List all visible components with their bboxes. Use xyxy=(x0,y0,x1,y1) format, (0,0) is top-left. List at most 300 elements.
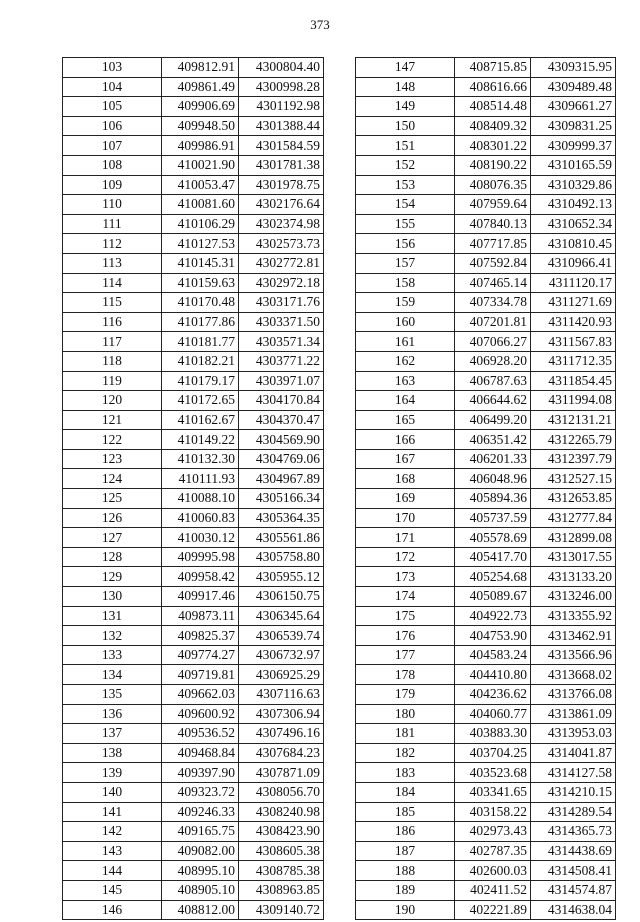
y-coordinate: 4305166.34 xyxy=(239,489,324,509)
y-coordinate: 4304967.89 xyxy=(239,469,324,489)
point-number: 137 xyxy=(63,724,162,744)
table-row xyxy=(356,861,616,881)
point-number: 179 xyxy=(356,685,455,705)
y-coordinate: 4302972.18 xyxy=(239,273,324,293)
table-row xyxy=(63,606,324,626)
x-coordinate: 409917.46 xyxy=(162,587,239,607)
y-coordinate: 4313462.91 xyxy=(531,626,616,646)
x-coordinate: 409165.75 xyxy=(162,822,239,842)
x-coordinate: 402221.89 xyxy=(455,900,531,920)
y-coordinate: 4305955.12 xyxy=(239,567,324,587)
table-row xyxy=(63,155,324,175)
y-coordinate: 4305364.35 xyxy=(239,508,324,528)
y-coordinate: 4313246.00 xyxy=(531,587,616,607)
y-coordinate: 4313017.55 xyxy=(531,547,616,567)
y-coordinate: 4310492.13 xyxy=(531,195,616,215)
x-coordinate: 410181.77 xyxy=(162,332,239,352)
y-coordinate: 4304370.47 xyxy=(239,410,324,430)
point-number: 115 xyxy=(63,293,162,313)
point-number: 139 xyxy=(63,763,162,783)
y-coordinate: 4311854.45 xyxy=(531,371,616,391)
table-row xyxy=(356,489,616,509)
y-coordinate: 4310165.59 xyxy=(531,155,616,175)
point-number: 136 xyxy=(63,704,162,724)
y-coordinate: 4310810.45 xyxy=(531,234,616,254)
y-coordinate: 4303171.76 xyxy=(239,293,324,313)
table-row xyxy=(356,841,616,861)
y-coordinate: 4313953.03 xyxy=(531,724,616,744)
y-coordinate: 4308240.98 xyxy=(239,802,324,822)
y-coordinate: 4309315.95 xyxy=(531,58,616,78)
table-row xyxy=(356,685,616,705)
y-coordinate: 4303371.50 xyxy=(239,312,324,332)
x-coordinate: 410127.53 xyxy=(162,234,239,254)
y-coordinate: 4314438.69 xyxy=(531,841,616,861)
point-number: 145 xyxy=(63,880,162,900)
x-coordinate: 409246.33 xyxy=(162,802,239,822)
table-row xyxy=(63,822,324,842)
y-coordinate: 4300804.40 xyxy=(239,58,324,78)
x-coordinate: 408812.00 xyxy=(162,900,239,920)
point-number: 182 xyxy=(356,743,455,763)
y-coordinate: 4313355.92 xyxy=(531,606,616,626)
point-number: 133 xyxy=(63,645,162,665)
x-coordinate: 405417.70 xyxy=(455,547,531,567)
x-coordinate: 409958.42 xyxy=(162,567,239,587)
point-number: 111 xyxy=(63,214,162,234)
x-coordinate: 410088.10 xyxy=(162,489,239,509)
x-coordinate: 410177.86 xyxy=(162,312,239,332)
y-coordinate: 4306345.64 xyxy=(239,606,324,626)
point-number: 147 xyxy=(356,58,455,78)
table-row xyxy=(63,371,324,391)
point-number: 164 xyxy=(356,391,455,411)
table-row xyxy=(356,116,616,136)
point-number: 119 xyxy=(63,371,162,391)
x-coordinate: 408076.35 xyxy=(455,175,531,195)
point-number: 120 xyxy=(63,391,162,411)
x-coordinate: 410030.12 xyxy=(162,528,239,548)
table-row xyxy=(356,665,616,685)
point-number: 180 xyxy=(356,704,455,724)
point-number: 149 xyxy=(356,97,455,117)
point-number: 167 xyxy=(356,449,455,469)
x-coordinate: 409082.00 xyxy=(162,841,239,861)
point-number: 156 xyxy=(356,234,455,254)
x-coordinate: 408715.85 xyxy=(455,58,531,78)
point-number: 175 xyxy=(356,606,455,626)
x-coordinate: 410132.30 xyxy=(162,449,239,469)
x-coordinate: 405089.67 xyxy=(455,587,531,607)
x-coordinate: 407201.81 xyxy=(455,312,531,332)
y-coordinate: 4312899.08 xyxy=(531,528,616,548)
point-number: 181 xyxy=(356,724,455,744)
point-number: 178 xyxy=(356,665,455,685)
table-row xyxy=(63,645,324,665)
table-row xyxy=(356,802,616,822)
table-row xyxy=(63,782,324,802)
x-coordinate: 410053.47 xyxy=(162,175,239,195)
point-number: 108 xyxy=(63,155,162,175)
point-number: 190 xyxy=(356,900,455,920)
x-coordinate: 409600.92 xyxy=(162,704,239,724)
table-row xyxy=(63,880,324,900)
point-number: 184 xyxy=(356,782,455,802)
table-row xyxy=(356,547,616,567)
y-coordinate: 4311567.83 xyxy=(531,332,616,352)
table-row xyxy=(356,449,616,469)
point-number: 163 xyxy=(356,371,455,391)
point-number: 112 xyxy=(63,234,162,254)
x-coordinate: 407717.85 xyxy=(455,234,531,254)
point-number: 162 xyxy=(356,351,455,371)
point-number: 157 xyxy=(356,253,455,273)
point-number: 106 xyxy=(63,116,162,136)
y-coordinate: 4306539.74 xyxy=(239,626,324,646)
point-number: 121 xyxy=(63,410,162,430)
point-number: 107 xyxy=(63,136,162,156)
coordinate-table-left xyxy=(62,57,324,920)
table-row xyxy=(63,547,324,567)
point-number: 138 xyxy=(63,743,162,763)
x-coordinate: 403341.65 xyxy=(455,782,531,802)
point-number: 187 xyxy=(356,841,455,861)
y-coordinate: 4313766.08 xyxy=(531,685,616,705)
x-coordinate: 409812.91 xyxy=(162,58,239,78)
table-row xyxy=(356,97,616,117)
point-number: 159 xyxy=(356,293,455,313)
y-coordinate: 4309140.72 xyxy=(239,900,324,920)
point-number: 126 xyxy=(63,508,162,528)
y-coordinate: 4307684.23 xyxy=(239,743,324,763)
x-coordinate: 410111.93 xyxy=(162,469,239,489)
y-coordinate: 4309831.25 xyxy=(531,116,616,136)
point-number: 155 xyxy=(356,214,455,234)
table-row xyxy=(356,567,616,587)
table-row xyxy=(63,528,324,548)
x-coordinate: 409986.91 xyxy=(162,136,239,156)
table-row xyxy=(63,430,324,450)
x-coordinate: 406048.96 xyxy=(455,469,531,489)
point-number: 153 xyxy=(356,175,455,195)
table-row xyxy=(63,802,324,822)
point-number: 132 xyxy=(63,626,162,646)
table-row xyxy=(63,253,324,273)
y-coordinate: 4308423.90 xyxy=(239,822,324,842)
coordinate-table-right xyxy=(355,57,616,920)
point-number: 109 xyxy=(63,175,162,195)
point-number: 172 xyxy=(356,547,455,567)
y-coordinate: 4308056.70 xyxy=(239,782,324,802)
y-coordinate: 4311271.69 xyxy=(531,293,616,313)
point-number: 122 xyxy=(63,430,162,450)
table-row xyxy=(63,332,324,352)
x-coordinate: 410172.65 xyxy=(162,391,239,411)
y-coordinate: 4313668.02 xyxy=(531,665,616,685)
table-row xyxy=(356,430,616,450)
point-number: 142 xyxy=(63,822,162,842)
x-coordinate: 409323.72 xyxy=(162,782,239,802)
y-coordinate: 4314127.58 xyxy=(531,763,616,783)
x-coordinate: 410145.31 xyxy=(162,253,239,273)
table-row xyxy=(63,195,324,215)
y-coordinate: 4302573.73 xyxy=(239,234,324,254)
x-coordinate: 409662.03 xyxy=(162,685,239,705)
x-coordinate: 410060.83 xyxy=(162,508,239,528)
table-row xyxy=(356,880,616,900)
point-number: 152 xyxy=(356,155,455,175)
table-row xyxy=(63,567,324,587)
y-coordinate: 4314041.87 xyxy=(531,743,616,763)
x-coordinate: 407334.78 xyxy=(455,293,531,313)
y-coordinate: 4307496.16 xyxy=(239,724,324,744)
x-coordinate: 409397.90 xyxy=(162,763,239,783)
point-number: 174 xyxy=(356,587,455,607)
table-row xyxy=(63,489,324,509)
table-row xyxy=(356,782,616,802)
x-coordinate: 404583.24 xyxy=(455,645,531,665)
y-coordinate: 4302772.81 xyxy=(239,253,324,273)
point-number: 125 xyxy=(63,489,162,509)
x-coordinate: 409468.84 xyxy=(162,743,239,763)
x-coordinate: 410162.67 xyxy=(162,410,239,430)
table-row xyxy=(356,136,616,156)
table-row xyxy=(63,841,324,861)
table-row xyxy=(63,234,324,254)
point-number: 127 xyxy=(63,528,162,548)
y-coordinate: 4311120.17 xyxy=(531,273,616,293)
point-number: 123 xyxy=(63,449,162,469)
y-coordinate: 4313566.96 xyxy=(531,645,616,665)
table-row xyxy=(356,724,616,744)
point-number: 161 xyxy=(356,332,455,352)
x-coordinate: 410159.63 xyxy=(162,273,239,293)
table-row xyxy=(63,410,324,430)
point-number: 129 xyxy=(63,567,162,587)
y-coordinate: 4314210.15 xyxy=(531,782,616,802)
point-number: 134 xyxy=(63,665,162,685)
table-row xyxy=(63,626,324,646)
x-coordinate: 403704.25 xyxy=(455,743,531,763)
table-row xyxy=(63,449,324,469)
y-coordinate: 4303571.34 xyxy=(239,332,324,352)
y-coordinate: 4301388.44 xyxy=(239,116,324,136)
y-coordinate: 4312397.79 xyxy=(531,449,616,469)
y-coordinate: 4313861.09 xyxy=(531,704,616,724)
y-coordinate: 4314289.54 xyxy=(531,802,616,822)
table-row xyxy=(356,743,616,763)
x-coordinate: 410179.17 xyxy=(162,371,239,391)
point-number: 114 xyxy=(63,273,162,293)
table-row xyxy=(63,136,324,156)
table-row xyxy=(356,175,616,195)
y-coordinate: 4310329.86 xyxy=(531,175,616,195)
table-row xyxy=(63,665,324,685)
table-row xyxy=(356,391,616,411)
x-coordinate: 406644.62 xyxy=(455,391,531,411)
point-number: 185 xyxy=(356,802,455,822)
x-coordinate: 407840.13 xyxy=(455,214,531,234)
table-row xyxy=(63,587,324,607)
point-number: 158 xyxy=(356,273,455,293)
x-coordinate: 409948.50 xyxy=(162,116,239,136)
point-number: 110 xyxy=(63,195,162,215)
y-coordinate: 4311420.93 xyxy=(531,312,616,332)
x-coordinate: 409873.11 xyxy=(162,606,239,626)
x-coordinate: 408301.22 xyxy=(455,136,531,156)
y-coordinate: 4300998.28 xyxy=(239,77,324,97)
x-coordinate: 408190.22 xyxy=(455,155,531,175)
point-number: 118 xyxy=(63,351,162,371)
point-number: 160 xyxy=(356,312,455,332)
x-coordinate: 406201.33 xyxy=(455,449,531,469)
y-coordinate: 4303971.07 xyxy=(239,371,324,391)
table-row xyxy=(63,508,324,528)
point-number: 148 xyxy=(356,77,455,97)
table-row xyxy=(63,97,324,117)
point-number: 169 xyxy=(356,489,455,509)
y-coordinate: 4307306.94 xyxy=(239,704,324,724)
point-number: 144 xyxy=(63,861,162,881)
point-number: 150 xyxy=(356,116,455,136)
x-coordinate: 408995.10 xyxy=(162,861,239,881)
y-coordinate: 4314508.41 xyxy=(531,861,616,881)
x-coordinate: 407959.64 xyxy=(455,195,531,215)
y-coordinate: 4308785.38 xyxy=(239,861,324,881)
table-row xyxy=(63,900,324,920)
table-row xyxy=(63,273,324,293)
table-row xyxy=(356,469,616,489)
table-row xyxy=(356,155,616,175)
point-number: 166 xyxy=(356,430,455,450)
x-coordinate: 409995.98 xyxy=(162,547,239,567)
y-coordinate: 4306150.75 xyxy=(239,587,324,607)
table-row xyxy=(63,861,324,881)
x-coordinate: 409719.81 xyxy=(162,665,239,685)
y-coordinate: 4307116.63 xyxy=(239,685,324,705)
x-coordinate: 405737.59 xyxy=(455,508,531,528)
table-row xyxy=(63,391,324,411)
table-row xyxy=(356,293,616,313)
y-coordinate: 4301192.98 xyxy=(239,97,324,117)
x-coordinate: 407592.84 xyxy=(455,253,531,273)
point-number: 105 xyxy=(63,97,162,117)
x-coordinate: 409536.52 xyxy=(162,724,239,744)
y-coordinate: 4309489.48 xyxy=(531,77,616,97)
y-coordinate: 4312265.79 xyxy=(531,430,616,450)
y-coordinate: 4309999.37 xyxy=(531,136,616,156)
point-number: 154 xyxy=(356,195,455,215)
point-number: 176 xyxy=(356,626,455,646)
x-coordinate: 406928.20 xyxy=(455,351,531,371)
x-coordinate: 406787.63 xyxy=(455,371,531,391)
point-number: 117 xyxy=(63,332,162,352)
point-number: 131 xyxy=(63,606,162,626)
y-coordinate: 4305561.86 xyxy=(239,528,324,548)
point-number: 140 xyxy=(63,782,162,802)
y-coordinate: 4306732.97 xyxy=(239,645,324,665)
table-row xyxy=(63,58,324,78)
table-row xyxy=(356,332,616,352)
y-coordinate: 4301781.38 xyxy=(239,155,324,175)
point-number: 124 xyxy=(63,469,162,489)
y-coordinate: 4302176.64 xyxy=(239,195,324,215)
x-coordinate: 402600.03 xyxy=(455,861,531,881)
point-number: 186 xyxy=(356,822,455,842)
point-number: 165 xyxy=(356,410,455,430)
y-coordinate: 4307871.09 xyxy=(239,763,324,783)
table-row xyxy=(356,253,616,273)
table-row xyxy=(356,704,616,724)
point-number: 188 xyxy=(356,861,455,881)
x-coordinate: 404060.77 xyxy=(455,704,531,724)
table-row xyxy=(356,822,616,842)
point-number: 183 xyxy=(356,763,455,783)
table-row xyxy=(356,273,616,293)
table-row xyxy=(356,645,616,665)
point-number: 189 xyxy=(356,880,455,900)
y-coordinate: 4314365.73 xyxy=(531,822,616,842)
table-row xyxy=(356,351,616,371)
y-coordinate: 4314638.04 xyxy=(531,900,616,920)
table-row xyxy=(63,116,324,136)
x-coordinate: 405894.36 xyxy=(455,489,531,509)
point-number: 130 xyxy=(63,587,162,607)
point-number: 128 xyxy=(63,547,162,567)
table-row xyxy=(356,58,616,78)
x-coordinate: 409861.49 xyxy=(162,77,239,97)
x-coordinate: 410170.48 xyxy=(162,293,239,313)
y-coordinate: 4311712.35 xyxy=(531,351,616,371)
x-coordinate: 402411.52 xyxy=(455,880,531,900)
point-number: 104 xyxy=(63,77,162,97)
y-coordinate: 4302374.98 xyxy=(239,214,324,234)
x-coordinate: 410182.21 xyxy=(162,351,239,371)
x-coordinate: 403158.22 xyxy=(455,802,531,822)
table-row xyxy=(356,626,616,646)
page-number: 373 xyxy=(310,17,330,32)
table-row xyxy=(63,763,324,783)
point-number: 143 xyxy=(63,841,162,861)
y-coordinate: 4309661.27 xyxy=(531,97,616,117)
x-coordinate: 410106.29 xyxy=(162,214,239,234)
table-row xyxy=(63,469,324,489)
point-number: 171 xyxy=(356,528,455,548)
x-coordinate: 408616.66 xyxy=(455,77,531,97)
table-row xyxy=(63,312,324,332)
x-coordinate: 409825.37 xyxy=(162,626,239,646)
table-row xyxy=(63,351,324,371)
point-number: 135 xyxy=(63,685,162,705)
table-row xyxy=(63,704,324,724)
table-row xyxy=(63,214,324,234)
y-coordinate: 4308605.38 xyxy=(239,841,324,861)
table-row xyxy=(356,410,616,430)
x-coordinate: 410081.60 xyxy=(162,195,239,215)
x-coordinate: 408409.32 xyxy=(455,116,531,136)
table-row xyxy=(356,763,616,783)
table-row xyxy=(63,293,324,313)
x-coordinate: 409774.27 xyxy=(162,645,239,665)
point-number: 141 xyxy=(63,802,162,822)
table-row xyxy=(356,587,616,607)
table-row xyxy=(356,528,616,548)
y-coordinate: 4310652.34 xyxy=(531,214,616,234)
point-number: 173 xyxy=(356,567,455,587)
y-coordinate: 4301584.59 xyxy=(239,136,324,156)
x-coordinate: 410021.90 xyxy=(162,155,239,175)
x-coordinate: 404410.80 xyxy=(455,665,531,685)
